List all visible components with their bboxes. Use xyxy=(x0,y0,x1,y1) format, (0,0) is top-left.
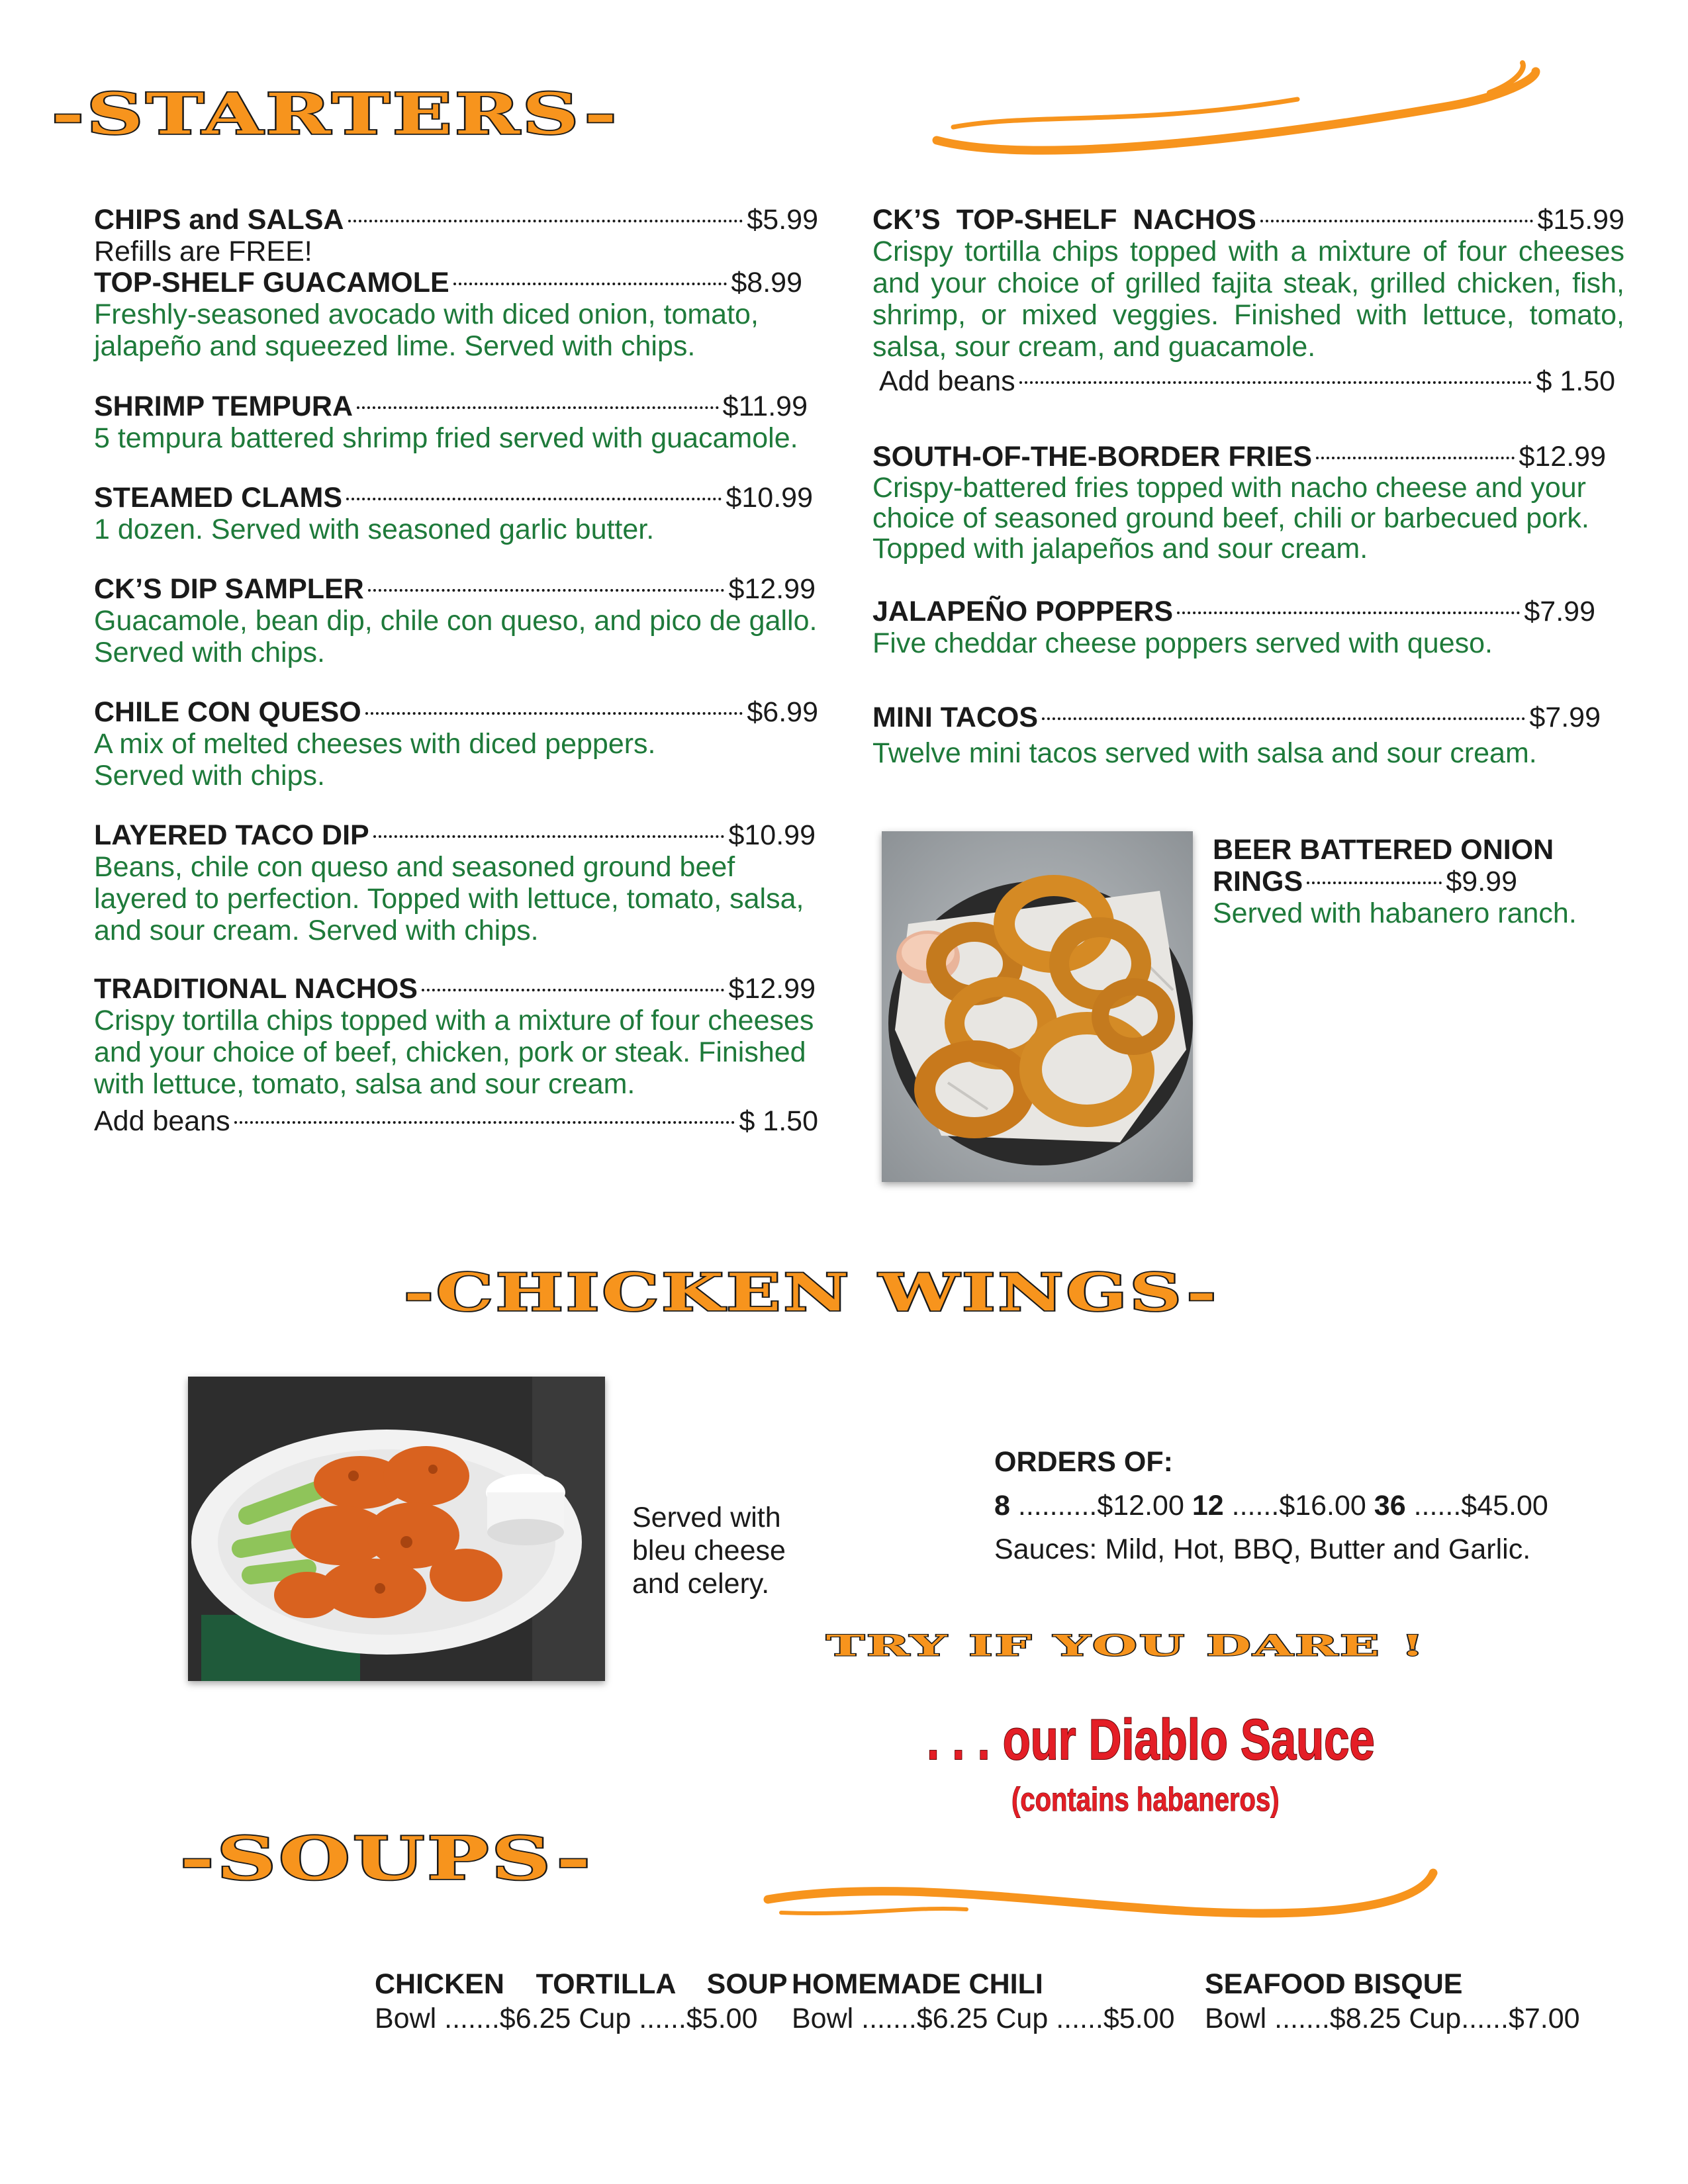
cup-label: Cup xyxy=(996,2003,1049,2034)
wings-served-with xyxy=(632,1501,786,1600)
item-price: $15.99 xyxy=(1537,204,1624,236)
onion-rings-photo xyxy=(882,831,1193,1182)
bowl-price: $6.25 xyxy=(916,2003,988,2034)
starters-heading: -STARTERS- xyxy=(52,81,620,148)
addon-label: Add beans xyxy=(879,365,1015,397)
item-description: Beans, chile con queso and seasoned ground beef layered to perfection. Topped with lettuce, tomato, salsa, and sour cream. Served with chips. xyxy=(94,851,804,946)
chicken-wings-heading: -CHICKEN WINGS- xyxy=(404,1263,1219,1323)
item-price: $7.99 xyxy=(1529,702,1601,733)
bowl-label: Bowl xyxy=(375,2003,437,2034)
item-name: SOUTH-OF-THE-BORDER FRIES xyxy=(872,441,1313,473)
cup-price: $5.00 xyxy=(686,2003,758,2034)
separator: ...... xyxy=(1461,2003,1509,2034)
orders-label: ORDERS OF: xyxy=(994,1446,1173,1478)
menu-item-guacamole xyxy=(94,267,802,362)
item-name: CK’S DIP SAMPLER xyxy=(94,573,364,605)
item-price: $12.99 xyxy=(1519,441,1606,473)
item-price: $12.99 xyxy=(728,973,816,1005)
menu-item-chips-salsa xyxy=(94,204,818,267)
menu-item-traditional-nachos xyxy=(94,973,816,1137)
item-name: TOP-SHELF GUACAMOLE xyxy=(94,267,449,298)
soup-homemade-chili: HOMEMADE CHILI Bowl .......$6.25 Cup ......$5.00 xyxy=(792,1968,1175,2034)
soup-seafood-bisque: SEAFOOD BISQUE Bowl .......$8.25 Cup......$7.00 xyxy=(1205,1968,1580,2034)
item-name: CHILE CON QUESO xyxy=(94,696,361,728)
order-price: $45.00 xyxy=(1461,1490,1548,1522)
soup-name: HOMEMADE CHILI xyxy=(792,1968,1043,2000)
swoosh-decoration-top xyxy=(0,53,1688,225)
served-line-2: bleu cheese xyxy=(632,1535,786,1567)
order-count: 12 xyxy=(1192,1490,1224,1522)
wings-orders xyxy=(994,1440,1548,1571)
item-description: Twelve mini tacos served with salsa and sour cream. xyxy=(872,737,1537,769)
menu-item-mini-tacos xyxy=(872,702,1601,769)
item-price: $5.99 xyxy=(747,204,818,236)
cup-label: Cup xyxy=(1409,2003,1462,2034)
addon-price: $ 1.50 xyxy=(739,1105,818,1137)
item-name: LAYERED TACO DIP xyxy=(94,819,369,851)
addon-price: $ 1.50 xyxy=(1536,365,1615,397)
diablo-sauce-text: . . . our Diablo Sauce xyxy=(927,1708,1375,1772)
item-name: TRADITIONAL NACHOS xyxy=(94,973,418,1005)
order-price: $16.00 xyxy=(1279,1490,1366,1522)
menu-item-onion-rings xyxy=(1213,834,1583,929)
item-price: $6.99 xyxy=(747,696,818,728)
served-line-3: and celery. xyxy=(632,1568,770,1600)
served-line-1: Served with xyxy=(632,1502,781,1533)
item-description: Guacamole, bean dip, chile con queso, and pico de gallo. Served with chips. xyxy=(94,605,818,668)
item-description: Five cheddar cheese poppers served with queso. xyxy=(872,627,1493,659)
menu-item-jalapeno-poppers xyxy=(872,596,1595,659)
order-count: 8 xyxy=(994,1490,1010,1522)
menu-item-steamed-clams xyxy=(94,482,813,545)
menu-item-border-fries xyxy=(872,441,1606,564)
item-name: CK’S TOP-SHELF NACHOS xyxy=(872,204,1256,236)
item-price: $10.99 xyxy=(728,819,816,851)
try-if-you-dare-heading: TRY IF YOU DARE ! xyxy=(826,1629,1426,1663)
item-description: Freshly-seasoned avocado with diced onion, tomato, jalapeño and squeezed lime. Served with chips. xyxy=(94,298,759,362)
item-price: $11.99 xyxy=(722,390,808,422)
soups-heading: -SOUPS- xyxy=(180,1824,593,1893)
item-description: 1 dozen. Served with seasoned garlic butter. xyxy=(94,514,655,545)
separator: ....... xyxy=(444,2003,500,2034)
item-description: A mix of melted cheeses with diced peppers. Served with chips. xyxy=(94,728,656,792)
item-price: $7.99 xyxy=(1524,596,1595,627)
item-name: JALAPEÑO POPPERS xyxy=(872,596,1173,627)
bowl-label: Bowl xyxy=(1205,2003,1267,2034)
menu-item-dip-sampler xyxy=(94,573,816,668)
swoosh-decoration-soups xyxy=(0,1846,1688,1939)
item-name: STEAMED CLAMS xyxy=(94,482,343,514)
order-count: 36 xyxy=(1374,1490,1406,1522)
bowl-label: Bowl xyxy=(792,2003,854,2034)
cup-price: $5.00 xyxy=(1103,2003,1175,2034)
soup-name: CHICKEN TORTILLA SOUP xyxy=(375,1968,788,2000)
bowl-price: $6.25 xyxy=(499,2003,571,2034)
item-name: SHRIMP TEMPURA xyxy=(94,390,353,422)
addon-label: Add beans xyxy=(94,1105,230,1137)
soup-name: SEAFOOD BISQUE xyxy=(1205,1968,1463,2000)
chicken-wings-photo xyxy=(188,1377,605,1681)
menu-item-layered-taco-dip xyxy=(94,819,816,946)
item-name-line2: RINGS xyxy=(1213,866,1303,897)
item-description: 5 tempura battered shrimp fried served with guacamole. xyxy=(94,422,798,454)
sauces-text: Sauces: Mild, Hot, BBQ, Butter and Garlic. xyxy=(994,1533,1531,1565)
order-price: $12.00 xyxy=(1097,1490,1184,1522)
item-name: MINI TACOS xyxy=(872,702,1039,733)
item-description: Crispy tortilla chips topped with a mixture of four cheeses and your choice of grilled fajita steak, grilled chicken, fish, shrimp, or mixed veggies. Finished with lettuce, tomato, salsa, sour cream, and guacamole. xyxy=(872,236,1624,363)
orders-row: 8 ..........$12.00 12 ......$16.00 36 ......$45.00 xyxy=(994,1490,1548,1522)
item-price: $9.99 xyxy=(1446,866,1517,897)
item-description: Served with habanero ranch. xyxy=(1213,897,1577,929)
bowl-price: $8.25 xyxy=(1329,2003,1401,2034)
item-name-line1: BEER BATTERED ONION xyxy=(1213,834,1554,866)
cup-price: $7.00 xyxy=(1508,2003,1580,2034)
menu-item-chile-con-queso xyxy=(94,696,818,792)
item-description: Crispy-battered fries topped with nacho cheese and your choice of seasoned ground beef, chili or barbecued pork. Topped with jalapeños and sour cream. xyxy=(872,472,1589,565)
item-note: Refills are FREE! xyxy=(94,236,312,267)
item-price: $12.99 xyxy=(728,573,816,605)
menu-item-shrimp-tempura xyxy=(94,390,808,454)
item-price: $10.99 xyxy=(726,482,813,514)
item-price: $8.99 xyxy=(731,267,802,298)
menu-item-top-shelf-nachos xyxy=(872,204,1624,397)
item-description: Crispy tortilla chips topped with a mixture of four cheeses and your choice of beef, chicken, pork or steak. Finished with lettuce, tomato, salsa and sour cream. xyxy=(94,1005,814,1100)
cup-label: Cup xyxy=(579,2003,632,2034)
separator: ....... xyxy=(861,2003,917,2034)
soup-chicken-tortilla: CHICKEN TORTILLA SOUP Bowl .......$6.25 Cup ......$5.00 xyxy=(375,1968,788,2034)
diablo-note: (contains habaneros) xyxy=(1011,1781,1280,1818)
item-name: CHIPS and SALSA xyxy=(94,204,344,236)
